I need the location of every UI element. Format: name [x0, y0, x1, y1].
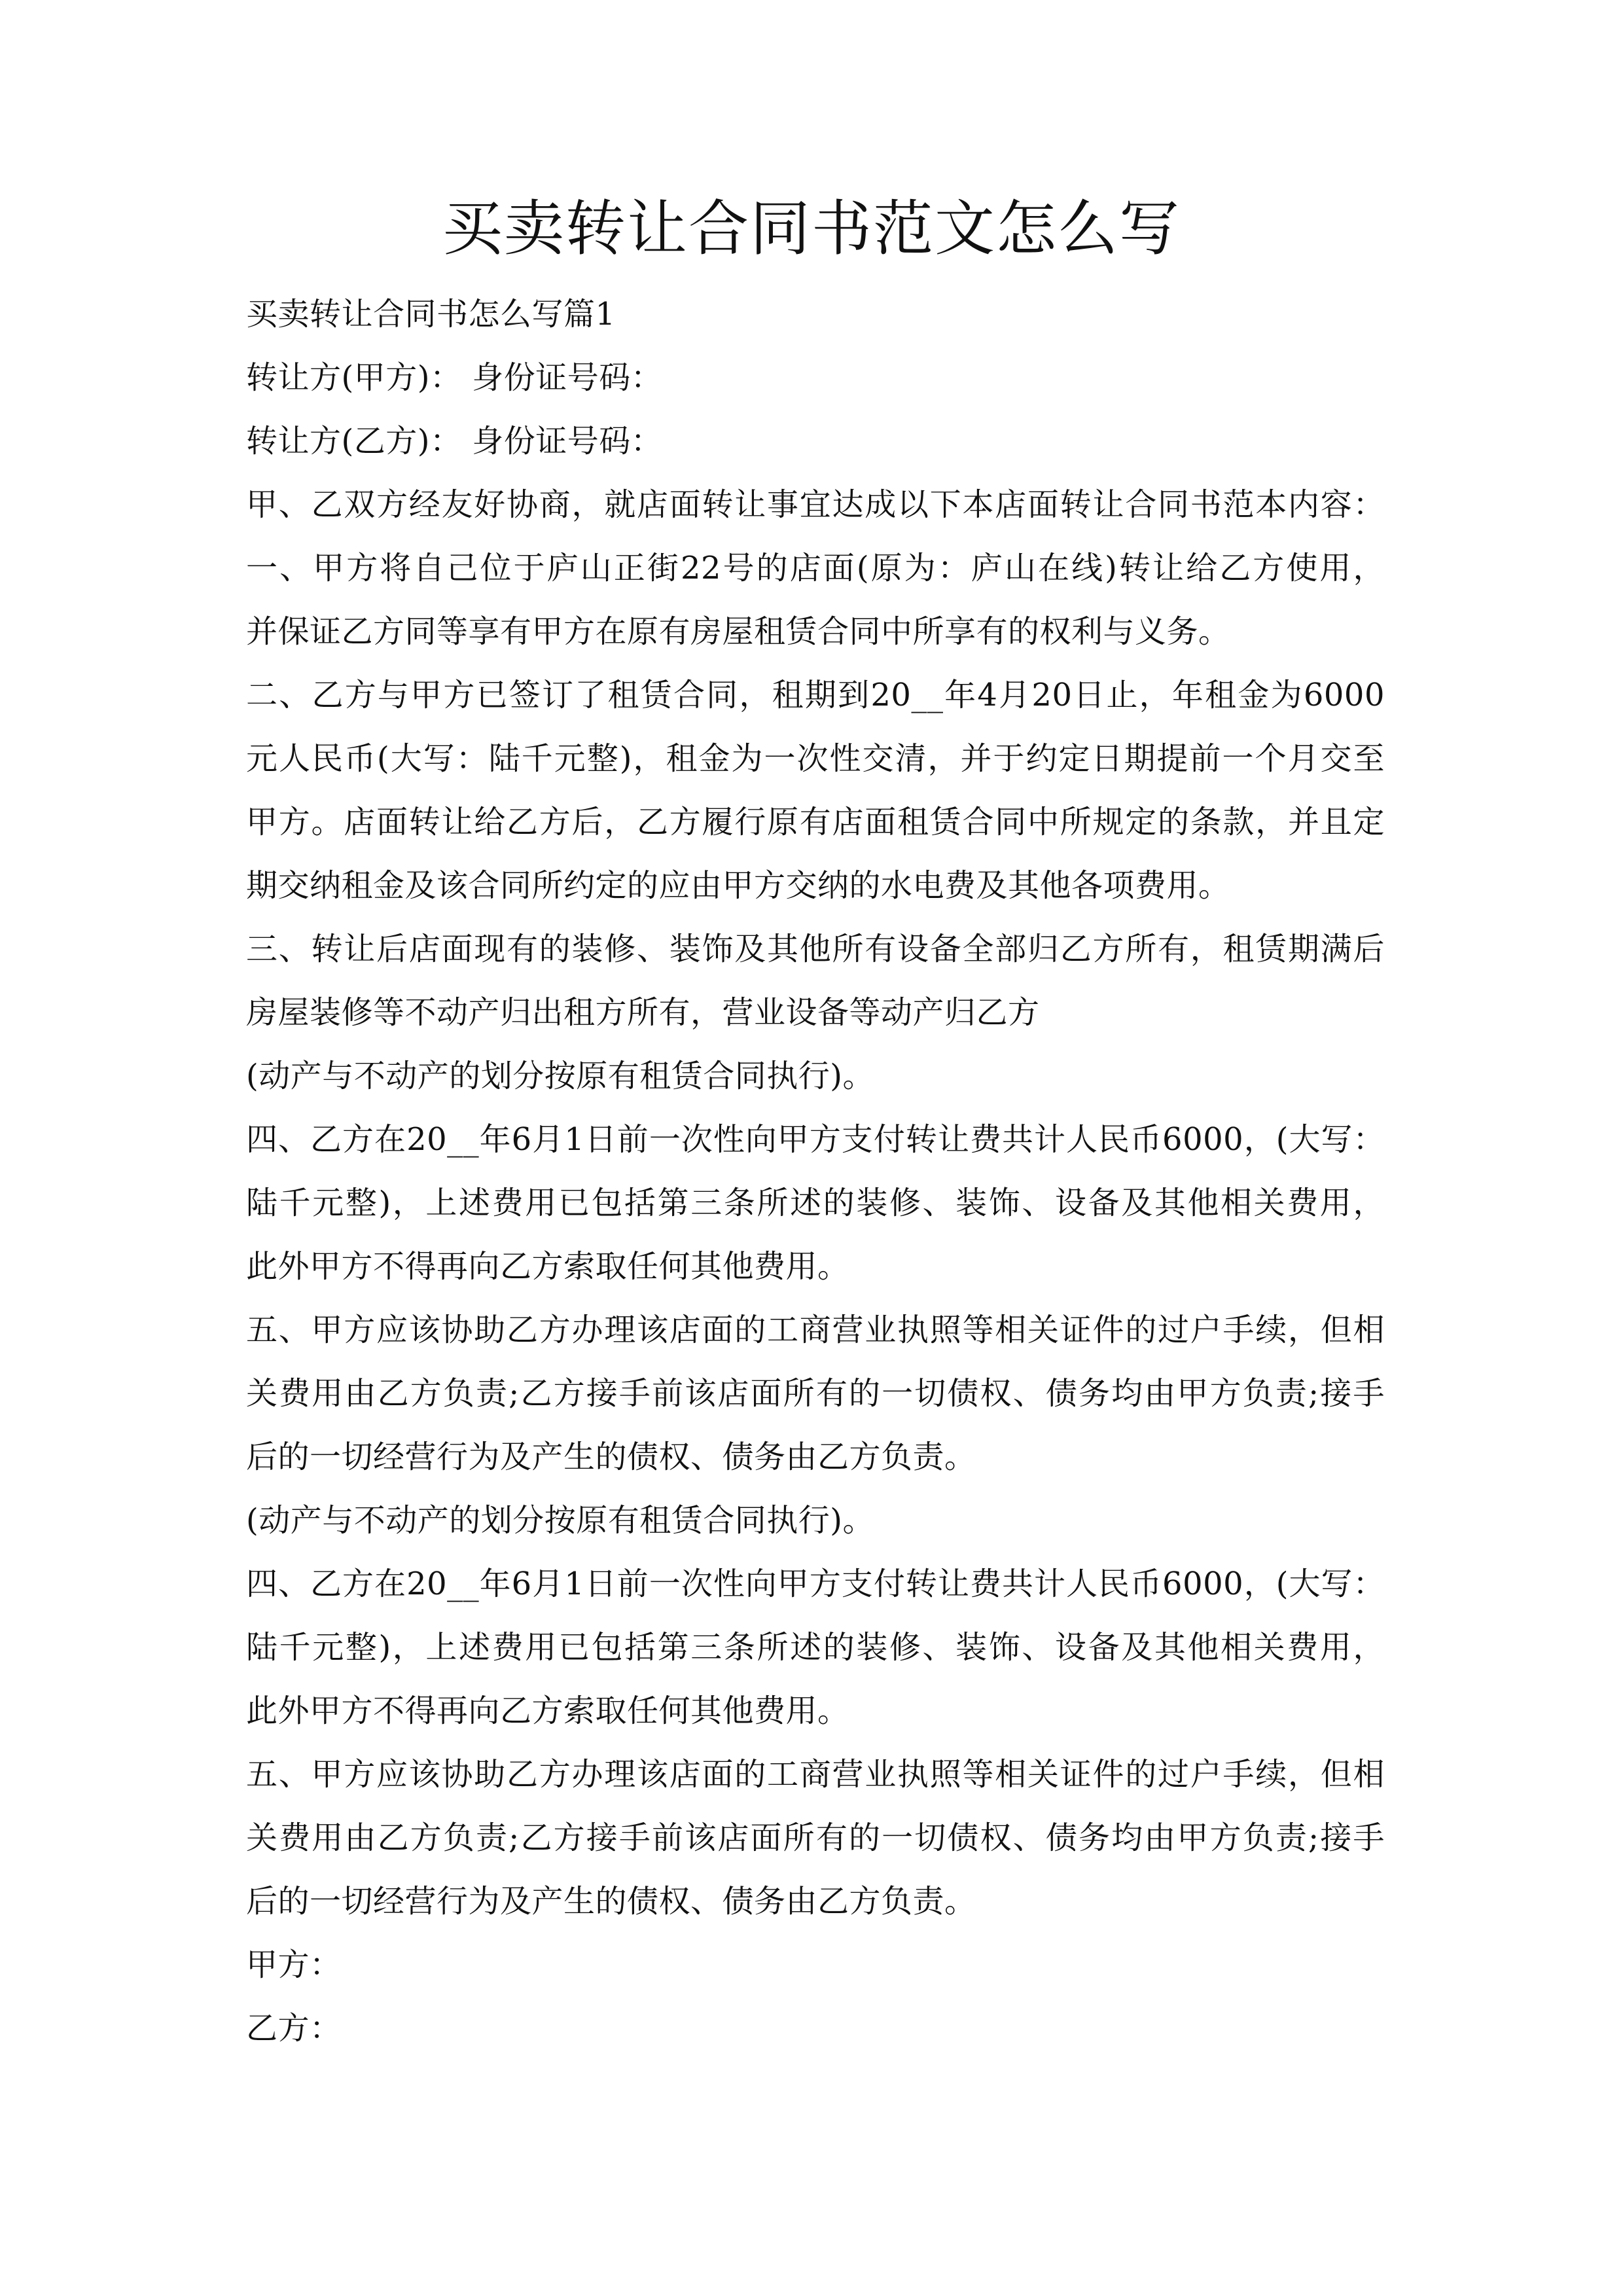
- text-line: 后的一切经营行为及产生的债权、债务由乙方负责。: [246, 1439, 976, 1475]
- text-line: 四、乙方在20__年6月1日前一次性向甲方支付转让费共计人民币6000，(大写：: [246, 1121, 1385, 1158]
- text-line: 三、转让后店面现有的装修、装饰及其他所有设备全部归乙方所有，租赁期满后: [246, 931, 1385, 967]
- text-line: 元人民币(大写：陆千元整)，租金为一次性交清，并于约定日期提前一个月交至: [246, 740, 1385, 777]
- document-body: [246, 283, 1385, 2060]
- text-line: 四、乙方在20__年6月1日前一次性向甲方支付转让费共计人民币6000，(大写：: [246, 1566, 1385, 1602]
- text-line: 甲、乙双方经友好协商，就店面转让事宜达成以下本店面转让合同书范本内容：: [246, 486, 1385, 523]
- text-line: 乙方：: [246, 2010, 342, 2047]
- text-line: (动产与不动产的划分按原有租赁合同执行)。: [246, 1058, 874, 1094]
- text-line: 关费用由乙方负责;乙方接手前该店面所有的一切债权、债务均由甲方负责;接手: [246, 1375, 1385, 1412]
- text-line: 二、乙方与甲方已签订了租赁合同，租期到20__年4月20日止，年租金为6000: [246, 677, 1385, 713]
- text-line: 此外甲方不得再向乙方索取任何其他费用。: [246, 1693, 849, 1729]
- text-line: 转让方(乙方)： 身份证号码：: [246, 423, 663, 459]
- document-title: 买卖转让合同书范文怎么写: [442, 194, 1181, 264]
- text-line: 五、甲方应该协助乙方办理该店面的工商营业执照等相关证件的过户手续，但相: [246, 1312, 1385, 1348]
- text-line: 甲方：: [246, 1946, 342, 1983]
- text-line: 后的一切经营行为及产生的债权、债务由乙方负责。: [246, 1883, 976, 1920]
- text-line: 一、甲方将自己位于庐山正街22号的店面(原为：庐山在线)转让给乙方使用，: [246, 550, 1385, 586]
- text-line: 陆千元整)，上述费用已包括第三条所述的装修、装饰、设备及其他相关费用，: [246, 1629, 1385, 1666]
- text-line: 此外甲方不得再向乙方索取任何其他费用。: [246, 1248, 849, 1285]
- text-line: 五、甲方应该协助乙方办理该店面的工商营业执照等相关证件的过户手续，但相: [246, 1756, 1385, 1793]
- text-line: 转让方(甲方)： 身份证号码：: [246, 359, 663, 396]
- text-line: 甲方。店面转让给乙方后，乙方履行原有店面租赁合同中所规定的条款，并且定: [246, 804, 1385, 840]
- text-line: 陆千元整)，上述费用已包括第三条所述的装修、装饰、设备及其他相关费用，: [246, 1185, 1385, 1221]
- text-line: 期交纳租金及该合同所约定的应由甲方交纳的水电费及其他各项费用。: [246, 867, 1230, 904]
- text-line: 并保证乙方同等享有甲方在原有房屋租赁合同中所享有的权利与义务。: [246, 613, 1230, 650]
- text-line: 买卖转让合同书怎么写篇1: [246, 296, 616, 332]
- text-line: 房屋装修等不动产归出租方所有，营业设备等动产归乙方: [246, 994, 1040, 1031]
- text-line: 关费用由乙方负责;乙方接手前该店面所有的一切债权、债务均由甲方负责;接手: [246, 1820, 1385, 1856]
- text-line: (动产与不动产的划分按原有租赁合同执行)。: [246, 1502, 874, 1539]
